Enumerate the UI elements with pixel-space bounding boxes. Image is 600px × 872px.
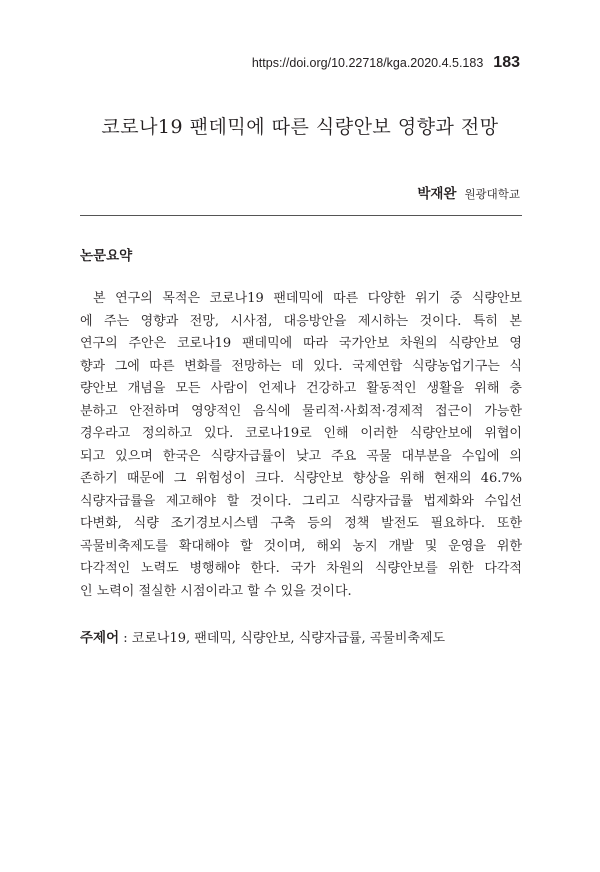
abstract-line: 식량자급률을 제고해야 할 것이다. 그리고 식량자급률 법제화와 수입선	[80, 493, 522, 509]
abstract-line: 존하기 때문에 그 위험성이 크다. 식량안보 향상을 위해 현재의 46.7%	[80, 471, 522, 486]
doi-link[interactable]: https://doi.org/10.22718/kga.2020.4.5.183	[251, 56, 484, 70]
page-number: 183	[493, 54, 520, 71]
abstract-line: 본 연구의 목적은 코로나19 팬데믹에 따른 다양한 위기 중 식량안보	[93, 291, 522, 306]
abstract-heading: 논문요약	[80, 248, 133, 264]
abstract-line: 곡물비축제도를 확대해야 할 것이며, 해외 농지 개발 및 운영을 위한	[80, 538, 522, 554]
author-affiliation: 원광대학교	[464, 187, 520, 201]
keywords-separator: :	[119, 631, 132, 646]
abstract-body	[80, 288, 522, 603]
abstract-line: 경우라고 정의하고 있다. 코로나19로 인해 이러한 식량안보에 위협이	[80, 426, 522, 441]
abstract-line: 에 주는 영향과 전망, 시사점, 대응방안을 제시하는 것이다. 특히 본	[80, 313, 522, 329]
abstract-line: 량안보 개념을 모든 사람이 언제나 건강하고 활동적인 생활을 위해 충	[80, 381, 522, 396]
keywords-line	[80, 626, 522, 646]
running-header	[252, 54, 520, 72]
abstract-line: 인 노력이 절실한 시점이라고 할 수 있을 것이다.	[80, 583, 352, 599]
title-divider	[80, 215, 522, 216]
keywords-text: 코로나19, 팬데믹, 식량안보, 식량자급률, 곡물비축제도	[131, 631, 446, 646]
abstract-line: 다각적인 노력도 병행해야 한다. 국가 차원의 식량안보를 위한 다각적	[80, 561, 522, 576]
abstract-line: 분하고 안전하며 영양적인 음식에 물리적·사회적·경제적 접근이 가능한	[80, 403, 522, 419]
author-name: 박재완	[417, 186, 457, 202]
abstract-line: 되고 있으며 한국은 식량자급률이 낮고 주요 곡물 대부분을 수입에 의	[80, 448, 522, 464]
author-line	[417, 182, 520, 202]
abstract-line: 연구의 주안은 코로나19 팬데믹에 따라 국가안보 차원의 식량안보 영	[80, 336, 522, 351]
keywords-label: 주제어	[80, 630, 120, 646]
paper-title: 코로나19 팬데믹에 따른 식량안보 영향과 전망	[101, 116, 499, 138]
abstract-line: 향과 그에 따른 변화를 전망하는 데 있다. 국제연합 식량농업기구는 식	[80, 358, 522, 374]
abstract-line: 다변화, 식량 조기경보시스템 구축 등의 정책 발전도 필요하다. 또한	[80, 516, 522, 531]
